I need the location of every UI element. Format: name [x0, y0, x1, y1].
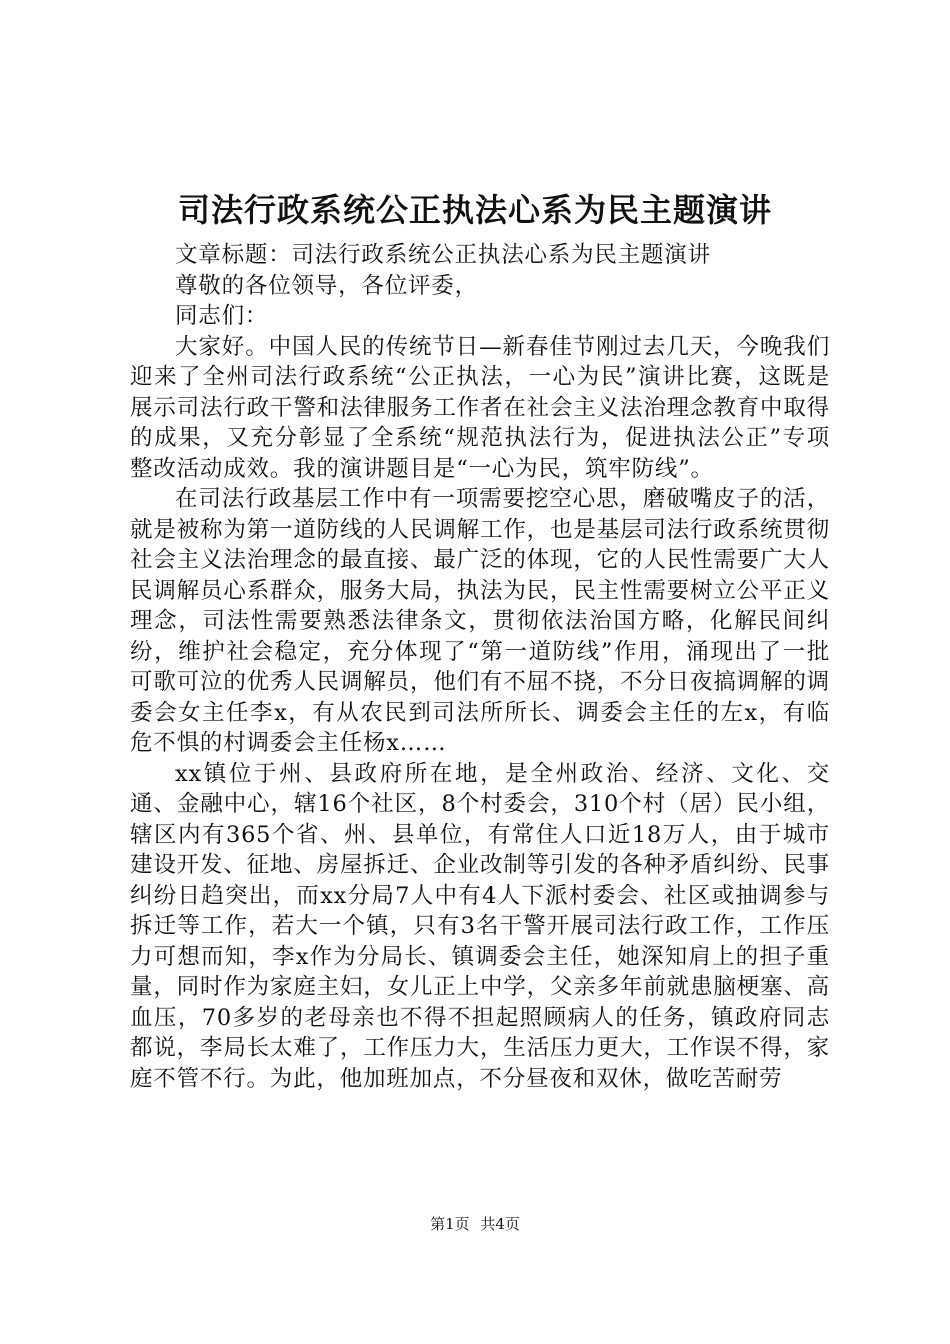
article-title-line: 文章标题：司法行政系统公正执法心系为民主题演讲	[175, 242, 711, 268]
salutation-line: 尊敬的各位领导，各位评委，	[175, 272, 478, 299]
salutation-comrades: 同志们：	[175, 303, 269, 329]
body-paragraph: xx镇位于州、县政府所在地，是全州政治、经济、文化、交通、金融中心，辖16个社区，8个村委会，310个村（居）民小组，辖区内有365个省、州、县单位，有常住人口近18万人，由于城市建设开发、征地、房屋拆迁、企业改制等引发的各种矛盾纠纷、民事纠纷日趋突出，而xx分局7人中有4人下派村委会、社区或抽调参与拆迁等工作，若大一个镇，只有3名干警开展司法行政工作，工作压力可想而知，李x作为分局长、镇调委会主任，她深知肩上的担子重量，同时作为家庭主妇，女儿正上中学，父亲多年前就患脑梗塞、高血压，70多岁的老母亲也不得不担起照顾病人的任务，镇政府同志都说，李局长太难了，工作压力大，生活压力更大，工作误不得，家庭不管不行。为此，他加班加点，不分昼夜和双休，做吃苦耐劳	[130, 760, 830, 1092]
page-total: 共4页	[480, 1215, 520, 1233]
page-number: 第1页	[430, 1215, 470, 1233]
document-body	[130, 240, 830, 1094]
body-paragraph: 大家好。中国人民的传统节日—新春佳节刚过去几天，今晚我们迎来了全州司法行政系统“公正执法，一心为民”演讲比赛，这既是展示司法行政干警和法律服务工作者在社会主义法治理念教育中取得的成果，又充分彰显了全系统“规范执法行为，促进执法公正”专项整改活动成效。我的演讲题目是“一心为民，筑牢防线”。	[130, 333, 830, 482]
page-footer	[0, 1214, 950, 1234]
document-title: 司法行政系统公正执法心系为民主题演讲	[177, 191, 772, 229]
body-paragraph: 在司法行政基层工作中有一项需要挖空心思，磨破嘴皮子的活，就是被称为第一道防线的人民调解工作，也是基层司法行政系统贯彻社会主义法治理念的最直接、最广泛的体现，它的人民性需要广大人民调解员心系群众，服务大局，执法为民，民主性需要树立公平正义理念，司法性需要熟悉法律条文，贯彻依法治国方略，化解民间纠纷，维护社会稳定，充分体现了“第一道防线”作用，涌现出了一批可歌可泣的优秀人民调解员，他们有不屈不挠，不分日夜搞调解的调委会女主任李x，有从农民到司法所所长、调委会主任的左x，有临危不惧的村调委会主任杨x……	[130, 486, 830, 756]
